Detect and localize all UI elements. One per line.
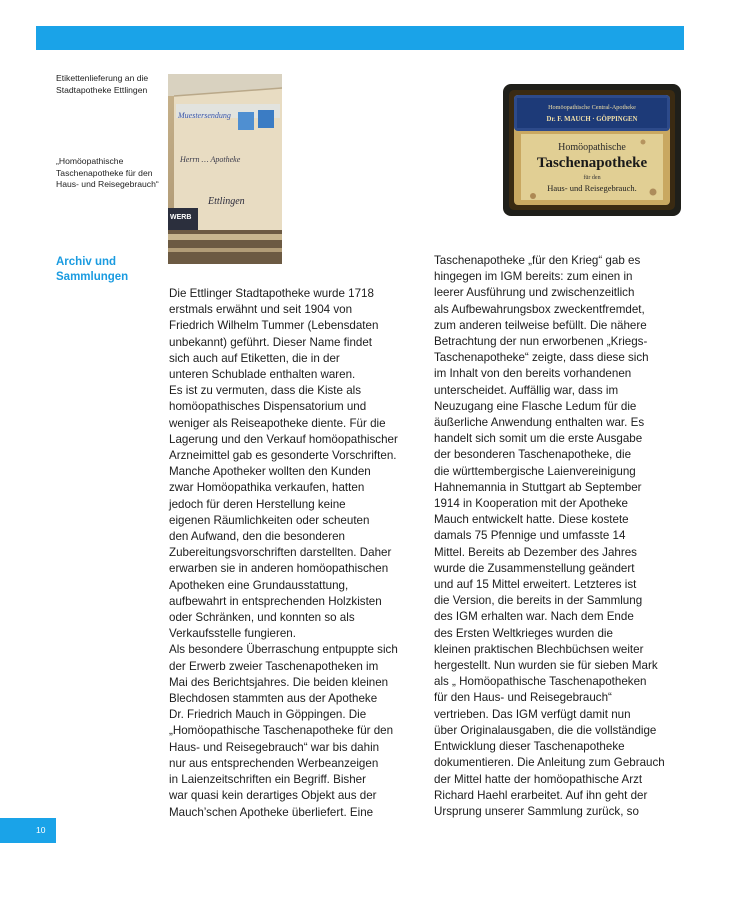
stamp-text: Muestersendung	[178, 111, 231, 120]
body-line: wurde die Zusammenstellung geändert	[434, 561, 635, 575]
body-line: unbekannt) geführt. Dieser Name findet	[169, 335, 373, 349]
body-line: aufbewahrt in entsprechenden Holzkisten	[169, 594, 382, 608]
body-line: Neuzugang eine Flasche Ledum für die	[434, 399, 637, 413]
tin-sub-use: Haus- und Reisegebrauch.	[547, 183, 637, 193]
body-line: unterscheidet. Auffällig war, dass im	[434, 383, 619, 397]
tin-sub-for: für den	[583, 175, 601, 181]
address-line-1: Herrn … Apotheke	[180, 155, 241, 164]
body-line: Hahnemannia in Stuttgart ab September	[434, 480, 642, 494]
body-line: der Erwerb zweier Taschenapotheken im	[169, 659, 379, 673]
tin-top-text: Homöopathische Central-Apotheke	[548, 104, 636, 111]
section-heading: Archiv und Sammlungen	[56, 256, 129, 283]
body-line: damals 75 Pfennige und umfasste 14	[434, 529, 626, 543]
body-line: weniger als Reiseapotheke diente. Für die	[169, 416, 386, 430]
body-line: über Originalausgaben, die die vollständige	[434, 723, 657, 737]
body-line: der besonderen Taschenapotheke, die	[434, 448, 632, 462]
body-line: Verkaufsstelle fungieren.	[169, 627, 296, 641]
body-line: leerer Ausführung und zwischenzeitlich	[434, 286, 635, 300]
body-line: war quasi kein derartiges Objekt aus der	[169, 789, 377, 803]
body-line: hingegen im IGM bereits: zum einen in	[434, 270, 633, 284]
body-line: Mauch’schen Apotheke überliefert. Eine	[169, 805, 374, 819]
body-line: des Ersten Weltkrieges wurden die	[434, 626, 613, 640]
body-line: dokumentieren. Die Anleitung zum Gebrauch	[434, 756, 665, 770]
body-line: Richard Haehl erarbeitet. Auf ihn geht der	[434, 788, 648, 802]
body-line: 1914 in Kooperation mit der Apotheke	[434, 497, 629, 511]
body-line: Entwicklung dieser Taschenapotheke	[434, 740, 625, 754]
tin-title-small: Homöopathische	[558, 142, 626, 153]
body-line: vertrieben. Das IGM verfügt damit nun	[434, 707, 631, 721]
body-line: nur aus entsprechenden Werbeanzeigen	[169, 756, 379, 770]
top-accent-bar	[36, 26, 684, 50]
body-line: äußerliche Anwendung enthalten war. Es	[434, 416, 645, 430]
body-line: den Aufwand, den die besonderen	[169, 530, 345, 544]
taschenapotheke-tin-image	[503, 84, 681, 216]
body-line: Es ist zu vermuten, dass die Kiste als	[169, 384, 362, 398]
body-line: Taschenapotheke“ zeigte, dass diese sich	[434, 351, 649, 365]
body-line: homöopathisches Dispensatorium und	[169, 400, 367, 414]
body-line: als Aufbewahrungsbox zweckentfremdet,	[434, 302, 645, 316]
body-line: kleinen praktischen Blechbüchsen weiter	[434, 642, 644, 656]
body-line: erwarben sie in anderen homöopathischen	[169, 562, 389, 576]
body-line: für den Haus- und Reisegebrauch“	[434, 691, 612, 705]
body-line: in Laienzeitschriften ein Begriff. Bisher	[169, 773, 366, 787]
body-line: als „ Homöopathische Taschenapotheken	[434, 675, 647, 689]
body-line: sich auch auf Etiketten, die in der	[169, 351, 340, 365]
body-line: Mittel. Bereits ab Dezember des Jahres	[434, 545, 637, 559]
body-line: im Inhalt von den bereits vorhandenen	[434, 367, 632, 381]
body-line: hergestellt. Nun wurden sie für sieben Mark	[434, 659, 658, 673]
label-shipment-photo	[168, 74, 282, 264]
body-line: die württembergische Laienvereinigung	[434, 464, 636, 478]
body-line: Manche Apotheker wollten den Kunden	[169, 465, 371, 479]
body-line: Lagerung und den Verkauf homöopathischer	[169, 432, 398, 446]
body-column-right	[434, 253, 689, 820]
page-number-box	[0, 818, 56, 843]
body-line: oder Schränken, und konnten so als	[169, 611, 355, 625]
body-line: Friedrich Wilhelm Tummer (Lebensdaten	[169, 319, 379, 333]
body-line: Ursprung unserer Sammlung zurück, so	[434, 804, 639, 818]
body-line: unteren Schublade enthalten waren.	[169, 368, 356, 382]
address-line-2: Ettlingen	[208, 196, 245, 207]
body-line: Blechdosen stammten aus der Apotheke	[169, 692, 378, 706]
body-line: Mai des Berichtsjahres. Die beiden kleinen	[169, 675, 389, 689]
photo-caption: Etikettenlieferung an die Stadtapotheke Ettlingen	[56, 73, 149, 95]
body-line: Taschenapotheke „für den Krieg“ gab es	[434, 254, 641, 267]
body-line: Dr. Friedrich Mauch in Göppingen. Die	[169, 708, 367, 722]
box-label: WERB	[170, 214, 192, 221]
body-line: Apotheken eine Grundausstattung,	[169, 578, 349, 592]
body-line: Betrachtung der nun erworbenen „Kriegs-	[434, 335, 648, 349]
body-line: der Mittel hatte der homöopathische Arzt	[434, 772, 643, 786]
body-line: erstmals erwähnt und seit 1904 von	[169, 303, 353, 317]
body-line: zwar Homöopathika verkaufen, hatten	[169, 481, 365, 495]
page-number: 10	[36, 825, 46, 835]
body-line: „Homöopathische Taschenapotheke für den	[169, 724, 394, 738]
body-line: und auf 15 Mittel erweitert. Letzteres ist	[434, 578, 637, 592]
tin-title-big: Taschenapotheke	[536, 155, 648, 171]
body-line: eigenen Räumlichkeiten oder scheuten	[169, 513, 370, 527]
body-column-left	[169, 286, 419, 821]
tin-caption: „Homöopathische Taschenapotheke für den Haus- und Reisegebrauch“	[56, 156, 159, 189]
body-line: Als besondere Überraschung entpuppte sich	[169, 643, 398, 657]
body-line: Die Ettlinger Stadtapotheke wurde 1718	[169, 287, 374, 300]
body-line: handelt sich somit um die erste Ausgabe	[434, 432, 643, 446]
body-line: die Version, die bereits in der Sammlung	[434, 594, 643, 608]
body-line: jedoch für deren Herstellung keine	[169, 497, 346, 511]
body-line: zum anderen teilweise befüllt. Die nähere	[434, 318, 647, 332]
body-line: Arzneimittel gab es gesonderte Vorschriften.	[169, 449, 397, 463]
body-line: Mauch entwickelt hatte. Diese kostete	[434, 513, 629, 527]
body-line: Haus- und Reisegebrauch“ war bis dahin	[169, 740, 380, 754]
tin-maker: Dr. F. MAUCH · GÖPPINGEN	[546, 116, 638, 123]
body-line: Zubereitungsvorschriften darstellten. Daher	[169, 546, 392, 560]
body-line: des IGM erhalten war. Nach dem Ende	[434, 610, 634, 624]
